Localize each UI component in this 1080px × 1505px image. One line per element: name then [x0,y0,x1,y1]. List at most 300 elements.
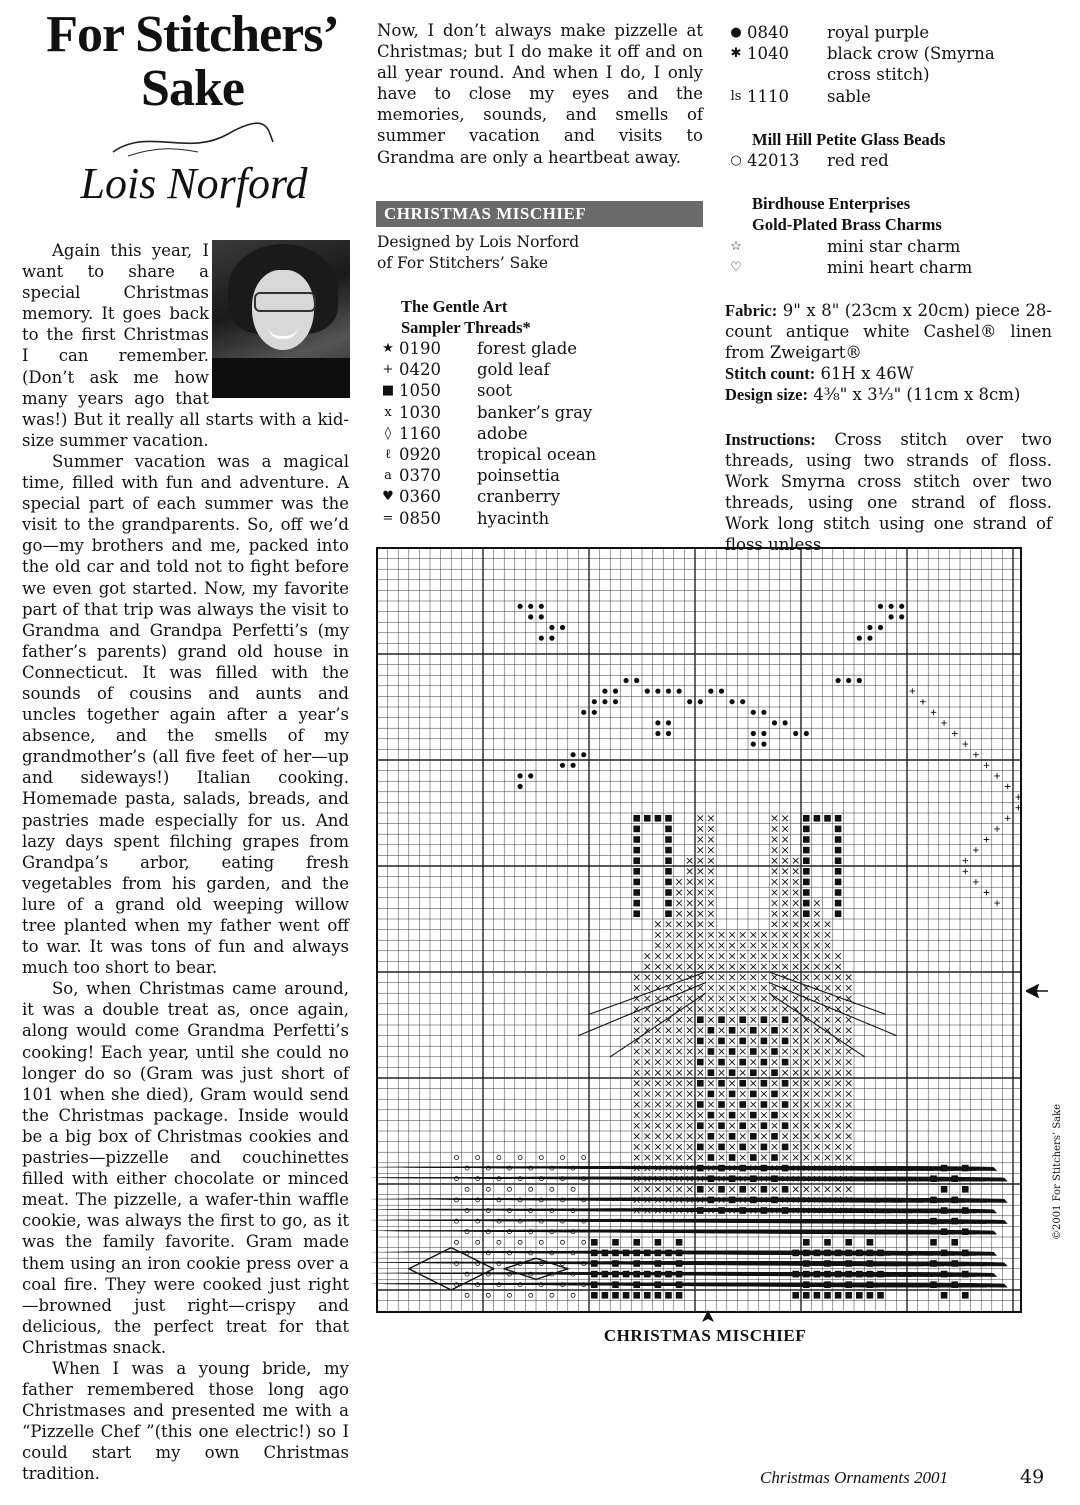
stitch-soot [612,1239,619,1246]
stitch-soot [761,1101,768,1108]
stitch-gray [835,975,841,981]
stitch-gray [740,1091,746,1097]
stitch-soot [665,1292,672,1299]
stitch-gray [782,1028,788,1034]
stitch-gray [825,1187,831,1193]
stitch-gray [698,975,704,981]
stitch-cranberry [370,1198,1008,1203]
stitch-gray [676,1144,682,1150]
stitch-gray [793,1028,799,1034]
stitch-gray [825,1102,831,1108]
stitch-soot [729,1048,736,1055]
stitch-soot [633,1281,640,1288]
stitch-gold [963,741,969,747]
stitch-gray [793,1017,799,1023]
stitch-gray [645,1017,651,1023]
stitch-gray [698,964,704,970]
stitch-gray [655,1017,661,1023]
stitch-soot [718,1059,725,1066]
stitch-soot [739,1101,746,1108]
stitch-gray [814,1102,820,1108]
stitch-poinsettia [476,1156,480,1160]
stitch-gray [719,932,725,938]
stitch-soot [761,1186,768,1193]
stitch-gray [634,1187,640,1193]
stitch-poinsettia [455,1240,459,1244]
stitch-gray [687,1081,693,1087]
stitch-gray [645,1038,651,1044]
stitch-gray [825,1112,831,1118]
thread-key-row: ● 0840 royal purple [725,22,1055,43]
stitch-gray [698,1112,704,1118]
stitch-soot [729,1133,736,1140]
stitch-forest [613,699,618,704]
stitch-forest [539,604,544,609]
stitch-gray [666,1155,672,1161]
stitch-gray [634,975,640,981]
stitch-gray [719,943,725,949]
stitch-gray [804,1006,810,1012]
stitch-gray [698,932,704,938]
stitch-soot [803,1260,810,1267]
stitch-gray [761,932,767,938]
stitch-gray [782,996,788,1002]
article-paragraph: So, when Christmas came around, it was a double treat as, once again, along would come Grandma Perfetti’s cooking! Each year, until she could no longer do so (Gram was just short of 101 when she died), Gram would send the Christmas package. Inside would be a big box of Christmas cookies and pastries—pizzelle and couchinettes filled with either chocolate or minced meat. The pizzelle, a wafer-thin waffle cookie, was always the first to go, as it was the family favorite. Gram made them using an iron cookie press over a coal fire. They were cooked just right—browned just right—crispy and delicious, the perfect treat for that Christmas snack. [22,979,349,1357]
stitch-cranberry [941,1242,944,1246]
stitch-gold [973,847,979,853]
stitch-soot [856,1250,863,1257]
stitch-gray [793,1049,799,1055]
stitch-gray [687,996,693,1002]
stitch-soot [750,1133,757,1140]
stitch-forest [560,763,565,768]
stitch-forest [889,614,894,619]
stitch-soot [782,1038,789,1045]
stitch-gold [963,869,969,875]
thread-key-row: ◊ 1160 adobe [377,423,707,444]
stitch-soot [665,1271,672,1278]
stitch-gray [751,1006,757,1012]
stitch-cranberry [962,1242,965,1246]
stitch-gray [634,1102,640,1108]
stitch-soot [750,1027,757,1034]
thread-key-row: x 1030 banker’s gray [377,402,707,423]
stitch-gray [719,985,725,991]
stitch-gray [751,1017,757,1023]
stitch-cranberry [877,1242,880,1246]
equals-symbol-icon: = [382,510,394,526]
stitch-gray [719,1006,725,1012]
stitch-forest [666,689,671,694]
stitch-soot [633,1260,640,1267]
stitch-soot [877,1292,884,1299]
stitch-forest [889,604,894,609]
stitch-soot [655,1260,662,1267]
thread-key-list [377,338,707,529]
stitch-gray [772,932,778,938]
stitch-forest [539,636,544,641]
stitch-gray [782,932,788,938]
stitch-gray [687,1006,693,1012]
stitch-soot [803,1250,810,1257]
stitch-gray [772,1081,778,1087]
stitch-gray [814,975,820,981]
stitch-gray [645,953,651,959]
stitch-gold [963,858,969,864]
stitch-gray [772,1017,778,1023]
stitch-cranberry [973,1295,976,1299]
stitch-gray [645,985,651,991]
stitch-gray [772,975,778,981]
stitch-gray [719,1091,725,1097]
stitch-gold [994,773,1000,779]
stitch-cranberry [370,1177,1008,1182]
thread-key-row: = 0850 hyacinth [377,508,707,529]
stitch-gray [645,975,651,981]
stitch-gray [761,964,767,970]
stitch-gray [676,1070,682,1076]
article-title [20,8,365,116]
stitch-gray [825,1134,831,1140]
stitch-gray [719,953,725,959]
stitch-gray [655,953,661,959]
stitch-gold [952,731,958,737]
stitch-gray [846,985,852,991]
stitch-cranberry [983,1242,986,1246]
stitch-gray [698,900,704,906]
stitch-poinsettia [582,1240,586,1244]
stitch-gray [772,869,778,875]
stitch-gray [751,1038,757,1044]
stitch-gray [708,1017,714,1023]
stitch-forest [793,731,798,736]
stitch-forest [528,773,533,778]
stitch-poinsettia [465,1187,469,1191]
stitch-gold [931,710,937,716]
stitch-forest [899,604,904,609]
stitch-gray [645,1049,651,1055]
stitch-gray [687,964,693,970]
stitch-gray [814,1112,820,1118]
stitch-soot [930,1175,937,1182]
stitch-soot [739,1038,746,1045]
stitch-forest [518,604,523,609]
stitch-gray [846,1006,852,1012]
stitch-gray [793,985,799,991]
stitch-soot [782,1186,789,1193]
stitch-gray [814,996,820,1002]
stitch-soot [814,1271,821,1278]
stitch-soot [824,815,831,822]
stitch-gray [634,1112,640,1118]
stitch-gold [994,900,1000,906]
stitch-poinsettia [455,1156,459,1160]
stitch-gray [698,953,704,959]
stitch-gray [793,932,799,938]
stitch-soot [633,836,640,843]
stitch-gray [761,1028,767,1034]
stitch-soot [739,1059,746,1066]
stitch-forest [899,614,904,619]
stitch-soot [718,1080,725,1087]
stitch-soot [845,1260,852,1267]
stitch-soot [665,826,672,833]
stitch-gray [666,964,672,970]
stitch-gray [655,1059,661,1065]
stitch-gray [634,1070,640,1076]
stitch-forest [878,625,883,630]
charm-key-list [725,236,1055,278]
stitch-soot [708,1154,715,1161]
stitch-poinsettia [529,1293,533,1297]
stitch-gray [698,911,704,917]
stitch-gray [666,932,672,938]
stitch-gray [676,953,682,959]
stitch-forest [761,731,766,736]
heart-symbol-icon: ♥ [382,489,394,505]
designer-credit: Designed by Lois Norford of For Stitchers’ Sake [377,233,580,272]
stitch-soot [633,1271,640,1278]
stitch-soot [835,910,842,917]
stitch-gray [772,1123,778,1129]
stitch-gray [634,1059,640,1065]
stitch-soot [782,1059,789,1066]
stitch-gray [835,1049,841,1055]
stitch-gray [729,932,735,938]
stitch-gray [687,932,693,938]
stitch-soot [665,868,672,875]
stitch-soot [803,1271,810,1278]
stitch-forest [560,625,565,630]
stitch-soot [718,1101,725,1108]
pattern-title-banner: CHRISTMAS MISCHIEF [376,201,703,227]
stitch-soot [877,1250,884,1257]
stitch-gray [751,932,757,938]
stitch-gray [687,1112,693,1118]
stitch-gray [666,1102,672,1108]
stitch-gray [708,996,714,1002]
stitch-soot [708,1048,715,1055]
stitch-poinsettia [497,1240,501,1244]
stitch-gray [676,1155,682,1161]
thread-key-row: ✱ 1040 black crow (Smyrna [725,43,1055,64]
stitch-soot [867,1292,874,1299]
stitch-forest [645,689,650,694]
stitch-soot [824,1250,831,1257]
stitch-gray [708,1081,714,1087]
stitch-poinsettia [486,1293,490,1297]
stitch-soot [718,1016,725,1023]
stitch-gray [708,816,714,822]
stitch-soot [803,879,810,886]
stitch-gray [666,1123,672,1129]
stitch-gray [772,922,778,928]
stitch-soot [623,1292,630,1299]
stitch-soot [644,1250,651,1257]
stitch-gray [740,1070,746,1076]
stitch-forest [613,689,618,694]
stitch-gray [825,964,831,970]
stitch-cranberry [888,1189,891,1193]
stitch-forest [804,731,809,736]
stitch-gray [814,1081,820,1087]
stitch-gray [708,869,714,875]
stitch-gray [666,1091,672,1097]
stitch-gray [676,1038,682,1044]
stitch-gray [772,890,778,896]
bead-key-list [725,150,1055,171]
stitch-soot [591,1260,598,1267]
stitch-gray [676,879,682,885]
article-paragraph: Summer vacation was a magical time, filled with fun and adventure. A special part of each summer was the visit to the grandparents. So, off we’d go—my brothers and me, packed into the old car and told not to fight before we even got started. Now, my favorite part of that trip was always the visit to Grandma and Grandpa Perfetti’s (my father’s parents) grand old house in Connecticut. It was filled with the sounds of cousins and aunts and uncles together again after a year’s absence, and the smells of my grandmother’s (all five feet of her—up and sideways!) Italian cooking. Homemade pasta, salads, breads, and pastries made especially for us. And lazy days spent filching grapes from Grandpa’s arbor, eating fresh vegetables from his garden, and the lure of a grand old weeping willow tree planted when my father went off to war. It was tons of fun and always much too short to bear. [22,451,349,978]
stitch-cranberry [888,1295,891,1299]
stitch-gray [793,1059,799,1065]
stitch-gray [676,932,682,938]
stitch-gray [740,1006,746,1012]
stitch-gray [634,1081,640,1087]
stitch-forest [708,689,713,694]
stitch-gray [835,985,841,991]
stitch-gray [835,1123,841,1129]
stitch-gray [666,1144,672,1150]
stitch-soot [824,1292,831,1299]
stitch-gray [645,1102,651,1108]
stitch-soot [845,1250,852,1257]
stitch-soot [803,889,810,896]
beads-brand-heading: Mill Hill Petite Glass Beads [752,130,946,149]
stitch-gray [708,964,714,970]
stitch-gray [793,1144,799,1150]
stitch-gray [698,1134,704,1140]
stitch-soot [835,868,842,875]
stitch-gray [740,964,746,970]
stitch-forest [666,731,671,736]
stitch-gray [793,911,799,917]
stitch-gray [814,1038,820,1044]
stitch-gray [751,964,757,970]
stitch-gray [825,922,831,928]
stitch-soot [962,1165,969,1172]
stitch-soot [718,1122,725,1129]
stitch-gray [676,900,682,906]
stitch-gray [708,911,714,917]
stitch-soot [845,1281,852,1288]
cross-stitch-chart [369,540,1045,1320]
stitch-gray [793,1134,799,1140]
stitch-soot [835,1271,842,1278]
stitch-soot [867,1250,874,1257]
stitch-gray [740,1049,746,1055]
stitch-gray [729,975,735,981]
stitch-gray [676,1123,682,1129]
stitch-gray [751,1187,757,1193]
stitch-gray [655,1070,661,1076]
stitch-soot [655,1250,662,1257]
stitch-soot [803,910,810,917]
stitch-gray [645,1059,651,1065]
stitch-gray [761,1070,767,1076]
stitch-cranberry [370,1219,1008,1224]
stitch-gray [740,1134,746,1140]
stitch-soot [750,1154,757,1161]
article-paragraph-continued: Now, I don’t always make pizzelle at Christmas; but I do make it off and on all year round. And when I do, I only have to close my eyes and the memories, sounds, and smells of summer vacation and visits to Grandma are only a heartbeat away. [377,21,703,167]
stitch-gray [782,879,788,885]
stitch-gray [814,1070,820,1076]
stitch-gray [814,1049,820,1055]
stitch-gray [687,1049,693,1055]
stitch-gray [825,953,831,959]
stitch-cranberry [370,1261,1008,1266]
stitch-gray [708,847,714,853]
stitch-poinsettia [582,1156,586,1160]
stitch-soot [761,1080,768,1087]
stitch-forest [655,689,660,694]
stitch-gray [655,1134,661,1140]
stitch-forest [655,720,660,725]
thread-key-row: ℓ 0920 tropical ocean [377,444,707,465]
stitch-gray [655,1112,661,1118]
stitch-gray [846,1059,852,1065]
stitch-gray [676,1028,682,1034]
stitch-gray [666,975,672,981]
stitch-gray [761,953,767,959]
stitch-soot [612,1271,619,1278]
stitch-gray [846,1091,852,1097]
stitch-gray [814,932,820,938]
stitch-soot [962,1207,969,1214]
stitch-gray [814,1144,820,1150]
stitch-soot [845,1239,852,1246]
stitch-gray [825,1081,831,1087]
stitch-soot [771,1154,778,1161]
stitch-gray [782,922,788,928]
stitch-soot [633,868,640,875]
plus-symbol-icon: + [382,362,394,378]
stitch-forest [528,604,533,609]
stitch-soot [655,1271,662,1278]
stitch-soot [591,1239,598,1246]
stitch-soot [835,847,842,854]
stitch-soot [697,1186,704,1193]
stitch-soot [835,815,842,822]
stitch-soot [803,847,810,854]
stitch-forest [602,689,607,694]
stitch-gray [708,1187,714,1193]
stitch-gray [687,879,693,885]
stitch-soot [676,1250,683,1257]
stitch-gray [708,1059,714,1065]
stitch-gray [846,1017,852,1023]
stitch-gray [804,943,810,949]
stitch-forest [761,710,766,715]
stitch-soot [612,1260,619,1267]
stitch-soot [803,1239,810,1246]
stitch-gray [782,890,788,896]
stitch-gray [751,1059,757,1065]
stitch-soot [676,1292,683,1299]
stitch-soot [708,1112,715,1119]
stitch-soot [930,1197,937,1204]
copyright-notice: ©2001 For Stitchers’ Sake [1052,1103,1063,1240]
stitch-gold [1005,816,1011,822]
stitch-gray [634,1123,640,1129]
stitch-gray [676,964,682,970]
stitch-gray [793,1038,799,1044]
stitch-forest [518,773,523,778]
stitch-gray [698,1028,704,1034]
stitch-soot [962,1271,969,1278]
stitch-cranberry [994,1189,997,1193]
